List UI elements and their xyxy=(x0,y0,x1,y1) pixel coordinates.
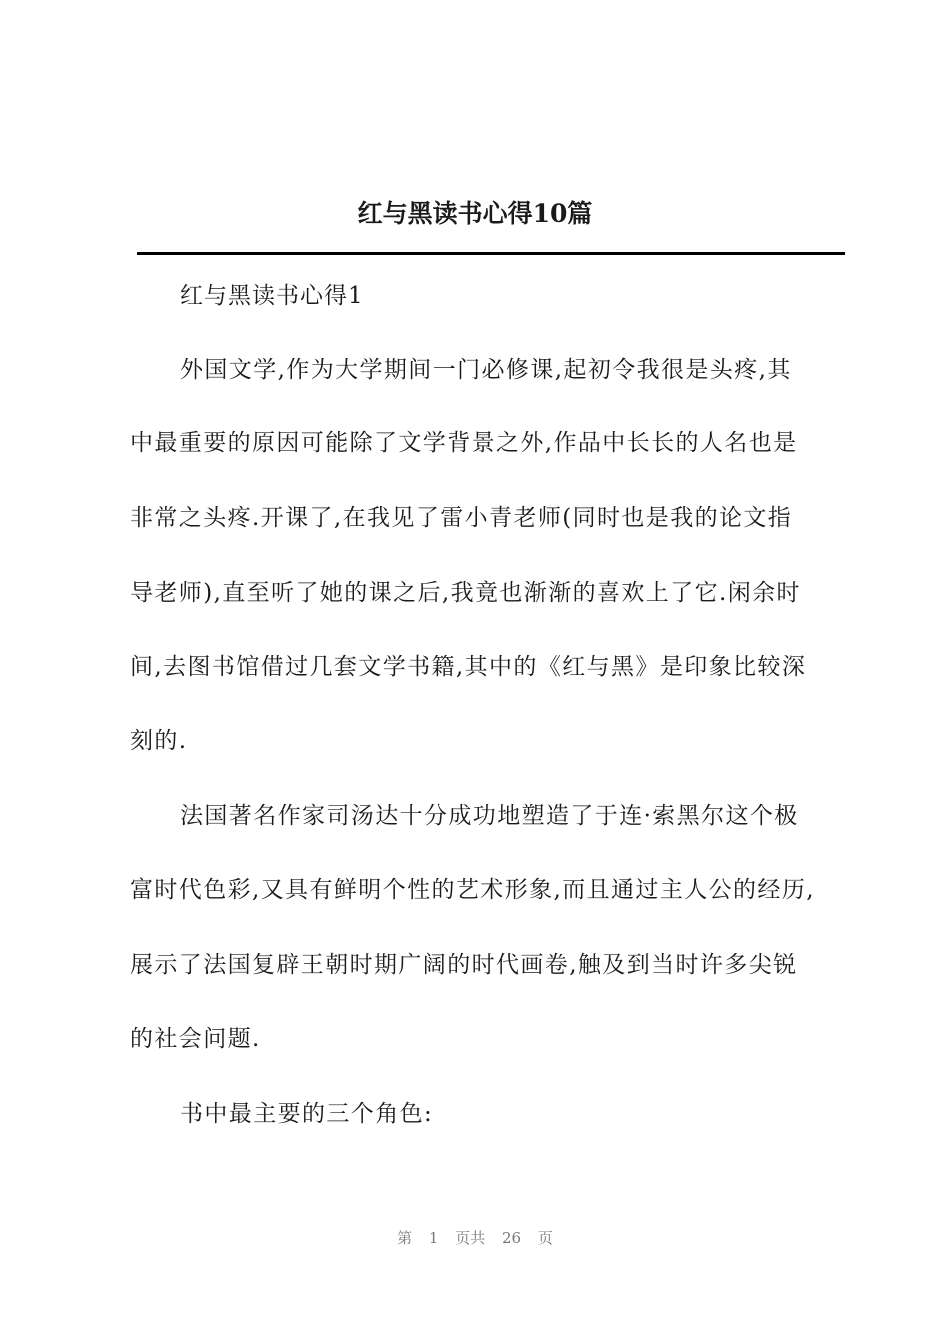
document-title: 红与黑读书心得10篇 xyxy=(357,199,593,228)
title-underline-rule xyxy=(137,252,845,255)
footer-middle: 页共 xyxy=(455,1229,486,1247)
paragraph-1-line-2: 中最重要的原因可能除了文学背景之外,作品中长长的人名也是 xyxy=(130,430,798,456)
paragraph-2-line-4: 的社会问题. xyxy=(130,1026,261,1052)
paragraph-2-line-3: 展示了法国复辟王朝时期广阔的时代画卷,触及到当时许多尖锐 xyxy=(130,952,798,978)
paragraph-1-line-4: 导老师),直至听了她的课之后,我竟也渐渐的喜欢上了它.闲余时 xyxy=(130,580,801,606)
paragraph-1-line-5: 间,去图书馆借过几套文学书籍,其中的《红与黑》是印象比较深 xyxy=(130,654,807,680)
paragraph-2-line-2: 富时代色彩,又具有鲜明个性的艺术形象,而且通过主人公的经历, xyxy=(130,877,815,903)
paragraph-3-line-1: 书中最主要的三个角色: xyxy=(180,1101,434,1127)
paragraph-1-line-1: 外国文学,作为大学期间一门必修课,起初令我很是头疼,其 xyxy=(180,357,792,383)
paragraph-1-line-6: 刻的. xyxy=(130,728,188,754)
footer-prefix: 第 xyxy=(397,1229,413,1247)
paragraph-2-line-1: 法国著名作家司汤达十分成功地塑造了于连·索黑尔这个极 xyxy=(180,803,799,829)
footer-suffix: 页 xyxy=(537,1229,553,1247)
footer-current-page: 1 xyxy=(428,1229,439,1247)
footer-total-pages: 26 xyxy=(502,1229,522,1247)
paragraph-1-line-3: 非常之头疼.开课了,在我见了雷小青老师(同时也是我的论文指 xyxy=(130,505,793,531)
section-heading: 红与黑读书心得1 xyxy=(180,283,364,309)
page-footer xyxy=(0,1228,950,1248)
